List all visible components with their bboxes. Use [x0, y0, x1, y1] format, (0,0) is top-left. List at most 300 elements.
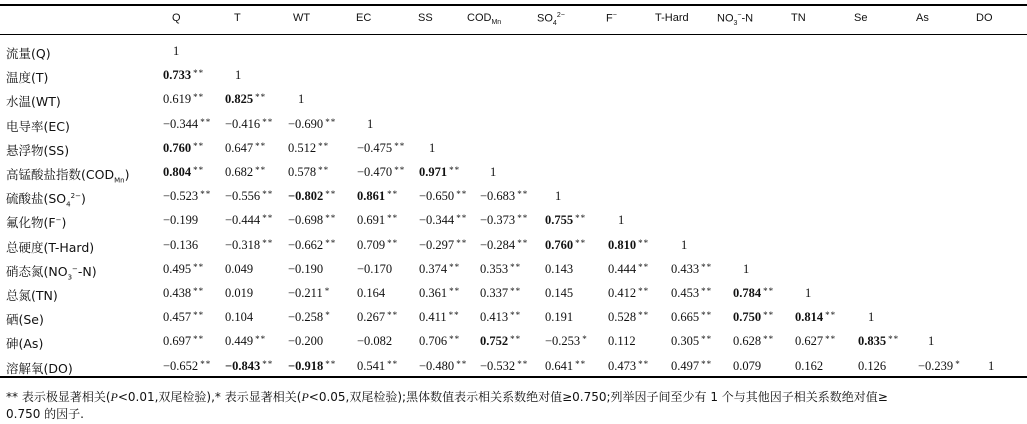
cell-value: 0.628: [733, 334, 762, 349]
cell-value: −0.284: [480, 237, 516, 252]
table-cell: [795, 334, 836, 349]
table-cell: [357, 334, 392, 349]
significance-mark: **: [325, 213, 337, 224]
table-cell: [419, 334, 460, 349]
significance-mark: **: [394, 140, 406, 151]
cell-value: 1: [618, 213, 625, 228]
cell-value: 0.541: [357, 358, 386, 373]
significance-mark: **: [456, 189, 468, 200]
significance-mark: **: [200, 358, 212, 369]
significance-mark: **: [387, 237, 399, 248]
table-cell: [419, 359, 467, 374]
cell-value: −0.532: [480, 358, 516, 373]
cell-value: −0.170: [357, 261, 393, 276]
cell-value: 0.647: [225, 140, 254, 155]
cell-value: 0.143: [545, 261, 574, 276]
significance-mark: **: [510, 334, 522, 345]
table-cell: [288, 141, 329, 156]
table-cell: [163, 92, 204, 107]
significance-mark: **: [193, 286, 205, 296]
table-cell: [733, 286, 774, 301]
row-label: 总硬度(T-Hard): [6, 239, 95, 255]
significance-mark: **: [638, 261, 650, 272]
cell-value: 0.497: [671, 358, 700, 373]
table-cell: [288, 165, 329, 180]
cell-value: 0.825: [225, 92, 254, 107]
table-cell: [163, 310, 204, 325]
cell-value: 0.528: [608, 310, 637, 325]
table-cell: [419, 165, 460, 180]
significance-mark: **: [255, 165, 267, 175]
table-cell: [480, 286, 521, 301]
table-cell: [235, 68, 241, 83]
cell-value: 0.444: [608, 261, 637, 276]
table-cell: [225, 310, 253, 325]
column-header-so4: $SO_4^{2-}$: [537, 12, 565, 27]
cell-value: 0.861: [357, 189, 386, 204]
cell-value: 0.457: [163, 310, 192, 325]
cell-value: 0.162: [795, 358, 824, 373]
table-cell: [480, 310, 521, 325]
cell-value: 0.760: [545, 237, 574, 252]
table-cell: [419, 286, 460, 301]
column-header-f: F−: [606, 12, 617, 25]
row-label: 总氮(TN): [6, 288, 58, 303]
cell-value: −0.698: [288, 213, 324, 228]
table-cell: [480, 359, 528, 374]
cell-value: 1: [490, 165, 497, 179]
significance-mark: **: [517, 189, 529, 200]
cell-value: 0.361: [419, 286, 448, 300]
significance-mark: **: [449, 334, 461, 345]
table-cell: [733, 310, 774, 325]
significance-mark: **: [193, 165, 205, 175]
table-cell: [288, 189, 336, 204]
column-header-q: Q: [172, 12, 181, 24]
table-cell: [225, 334, 266, 349]
significance-mark: **: [701, 358, 713, 369]
significance-mark: **: [638, 286, 650, 296]
significance-mark: **: [701, 310, 713, 321]
cell-value: −0.690: [288, 116, 324, 131]
table-cell: [288, 286, 330, 301]
cell-value: 0.835: [858, 334, 887, 349]
table-cell: [225, 238, 273, 253]
table-cell: [357, 359, 398, 374]
table-cell: [163, 286, 204, 301]
cell-value: 0.971: [419, 165, 448, 179]
column-header-t: T: [234, 12, 241, 24]
table-cell: [288, 262, 323, 277]
table-cell: [480, 238, 528, 253]
cell-value: 0.512: [288, 140, 317, 155]
table-cell: [608, 359, 649, 374]
table-cell: [357, 213, 398, 228]
significance-mark: *: [955, 358, 961, 369]
table-cell: [490, 165, 496, 180]
table-cell: [480, 262, 521, 277]
cell-value: 1: [681, 237, 688, 252]
significance-mark: *: [325, 310, 331, 321]
cell-value: −0.344: [419, 213, 455, 228]
cell-value: 0.412: [608, 286, 637, 300]
footnote-line-2: 0.750 的因子.: [6, 407, 84, 421]
row-label: 硫酸盐$(SO_4^{2-})$: [6, 191, 86, 209]
table-cell: [608, 238, 649, 253]
table-cell: [545, 286, 573, 301]
cell-value: −0.480: [419, 358, 455, 373]
cell-value: 0.104: [225, 310, 254, 325]
table-cell: [480, 334, 521, 349]
column-header-no3: $NO_3^--N$: [717, 12, 754, 27]
significance-mark: **: [262, 213, 274, 224]
cell-value: 0.449: [225, 334, 254, 349]
cell-value: −0.082: [357, 334, 393, 349]
significance-mark: **: [325, 189, 337, 200]
cell-value: −0.258: [288, 310, 324, 325]
row-label: 硝态氮$(NO_3^--N)$: [6, 263, 97, 282]
cell-value: −0.190: [288, 261, 324, 276]
significance-mark: **: [262, 189, 274, 200]
table-cell: [545, 213, 586, 228]
row-label: 氟化物(F−): [6, 215, 67, 231]
column-header-cod: $COD_{Mn}$: [467, 12, 502, 27]
table-cell: [868, 310, 874, 325]
significance-mark: **: [825, 334, 837, 345]
cell-value: 0.665: [671, 310, 700, 325]
significance-mark: **: [638, 358, 650, 369]
table-header-rule: [0, 34, 1027, 35]
cell-value: 0.433: [671, 261, 700, 276]
table-cell: [163, 189, 211, 204]
table-bottom-rule: [0, 376, 1027, 378]
cell-value: −0.523: [163, 189, 199, 204]
row-label: 砷(As): [6, 336, 44, 352]
significance-mark: **: [193, 334, 205, 345]
significance-mark: **: [387, 358, 399, 369]
significance-mark: **: [387, 310, 399, 321]
table-cell: [163, 238, 198, 253]
table-cell: [288, 359, 336, 374]
table-cell: [928, 334, 934, 349]
table-cell: [918, 359, 961, 374]
cell-value: −0.297: [419, 237, 455, 252]
column-header-tn: TN: [791, 12, 806, 24]
table-cell: [988, 359, 994, 374]
column-header-th: T-Hard: [655, 12, 689, 24]
significance-mark: **: [517, 358, 529, 369]
row-label: 流量(Q): [6, 46, 51, 61]
table-cell: [419, 262, 460, 277]
significance-mark: **: [193, 92, 205, 103]
column-header-ec: EC: [356, 12, 372, 24]
table-cell: [288, 238, 336, 253]
significance-mark: *: [324, 286, 331, 296]
significance-mark: **: [575, 213, 587, 224]
significance-mark: **: [763, 310, 775, 321]
cell-value: 1: [298, 92, 305, 107]
significance-mark: **: [193, 310, 205, 321]
row-label: 溶解氧(DO): [6, 360, 73, 376]
cell-value: 0.810: [608, 237, 637, 252]
significance-mark: **: [825, 310, 837, 321]
row-label: 电导率(EC): [6, 118, 70, 134]
table-cell: [163, 359, 211, 374]
significance-mark: **: [449, 165, 461, 175]
cell-value: 0.495: [163, 261, 192, 276]
significance-mark: *: [582, 334, 588, 345]
table-cell: [671, 310, 712, 325]
table-cell: [545, 334, 588, 349]
table-cell: [288, 117, 336, 132]
table-cell: [288, 310, 331, 325]
table-cell: [163, 68, 204, 83]
cell-value: −0.416: [225, 116, 261, 131]
row-label: 硒(Se): [6, 312, 44, 328]
cell-value: 0.814: [795, 310, 824, 325]
cell-value: −0.475: [357, 140, 393, 155]
table-cell: [555, 189, 561, 204]
cell-value: 0.804: [163, 165, 192, 179]
table-cell: [419, 213, 467, 228]
cell-value: 0.337: [480, 286, 509, 300]
cell-value: 0.438: [163, 286, 192, 300]
table-cell: [671, 286, 712, 301]
row-label: 悬浮物(SS): [6, 142, 70, 158]
cell-value: 0.706: [419, 334, 448, 349]
table-cell: [367, 117, 373, 132]
table-cell: [298, 92, 304, 107]
cell-value: 0.112: [608, 334, 636, 349]
table-cell: [163, 213, 198, 228]
cell-value: 0.353: [480, 261, 509, 276]
cell-value: 0.750: [733, 310, 762, 325]
table-cell: [795, 310, 836, 325]
cell-value: 0.682: [225, 165, 254, 179]
cell-value: 1: [555, 189, 562, 204]
table-cell: [225, 165, 266, 180]
cell-value: −0.650: [419, 189, 455, 204]
significance-mark: **: [638, 237, 650, 248]
table-cell: [419, 189, 467, 204]
table-cell: [733, 359, 761, 374]
table-cell: [357, 189, 398, 204]
table-cell: [357, 141, 405, 156]
significance-mark: **: [255, 92, 267, 103]
significance-mark: **: [638, 310, 650, 321]
table-cell: [225, 213, 273, 228]
significance-mark: **: [394, 165, 406, 175]
significance-mark: **: [510, 286, 522, 296]
significance-mark: **: [449, 261, 461, 272]
table-cell: [545, 238, 586, 253]
cell-value: −0.918: [288, 358, 324, 373]
cell-value: 0.191: [545, 310, 574, 325]
cell-value: 0.641: [545, 358, 574, 373]
significance-mark: **: [575, 237, 587, 248]
table-cell: [163, 165, 204, 180]
table-cell: [163, 334, 204, 349]
cell-value: −0.683: [480, 189, 516, 204]
cell-value: 0.305: [671, 334, 700, 349]
cell-value: 0.473: [608, 358, 637, 373]
table-cell: [225, 117, 273, 132]
column-header-se: Se: [854, 12, 868, 24]
cell-value: −0.318: [225, 237, 261, 252]
table-cell: [225, 141, 266, 156]
significance-mark: **: [325, 237, 337, 248]
significance-mark: **: [517, 213, 529, 224]
table-cell: [225, 286, 253, 301]
table-cell: [225, 92, 266, 107]
column-header-ss: SS: [418, 12, 433, 24]
table-cell: [225, 189, 273, 204]
significance-mark: **: [456, 237, 468, 248]
significance-mark: **: [262, 237, 274, 248]
cell-value: 0.453: [671, 286, 700, 300]
significance-mark: **: [262, 116, 274, 127]
significance-mark: **: [763, 286, 775, 296]
cell-value: 0.413: [480, 310, 509, 325]
table-cell: [733, 334, 774, 349]
cell-value: 0.752: [480, 334, 509, 349]
table-cell: [545, 359, 586, 374]
cell-value: 1: [805, 286, 812, 300]
cell-value: 0.627: [795, 334, 824, 349]
cell-value: −0.253: [545, 334, 581, 349]
cell-value: 1: [235, 68, 242, 83]
cell-value: 0.619: [163, 92, 192, 107]
column-header-do: DO: [976, 12, 993, 24]
cell-value: −0.239: [918, 358, 954, 373]
significance-mark: **: [517, 237, 529, 248]
significance-mark: **: [701, 334, 713, 345]
table-cell: [225, 359, 273, 374]
table-cell: [225, 262, 253, 277]
table-cell: [805, 286, 811, 301]
table-cell: [429, 141, 435, 156]
significance-mark: **: [262, 358, 274, 369]
cell-value: 0.267: [357, 310, 386, 325]
cell-value: 0.411: [419, 310, 447, 325]
cell-value: −0.444: [225, 213, 261, 228]
significance-mark: **: [200, 189, 212, 200]
significance-mark: **: [387, 189, 399, 200]
significance-mark: **: [193, 261, 205, 272]
cell-value: −0.200: [288, 334, 324, 349]
row-label: 水温(WT): [6, 94, 61, 110]
cell-value: −0.556: [225, 189, 261, 204]
significance-mark: **: [701, 286, 713, 296]
column-header-as: As: [916, 12, 929, 24]
significance-mark: **: [318, 140, 330, 151]
significance-mark: **: [701, 261, 713, 272]
table-cell: [163, 141, 204, 156]
significance-mark: **: [448, 310, 460, 321]
cell-value: −0.470: [357, 165, 393, 179]
cell-value: 0.784: [733, 286, 762, 300]
cell-value: −0.843: [225, 358, 261, 373]
significance-mark: **: [255, 334, 267, 345]
table-cell: [173, 44, 179, 59]
cell-value: 1: [429, 140, 436, 155]
table-cell: [288, 334, 323, 349]
cell-value: −0.136: [163, 237, 199, 252]
table-cell: [357, 238, 398, 253]
significance-mark: **: [456, 213, 468, 224]
significance-mark: **: [325, 358, 337, 369]
cell-value: −0.373: [480, 213, 516, 228]
significance-mark: **: [510, 310, 522, 321]
table-cell: [480, 189, 528, 204]
significance-mark: **: [193, 68, 205, 79]
table-cell: [743, 262, 749, 277]
cell-value: 1: [367, 116, 374, 131]
cell-value: −0.802: [288, 189, 324, 204]
cell-value: 1: [928, 334, 935, 349]
table-cell: [545, 310, 573, 325]
cell-value: 0.733: [163, 68, 192, 83]
column-header-wt: WT: [293, 12, 311, 24]
table-cell: [795, 359, 823, 374]
table-cell: [608, 310, 649, 325]
cell-value: −0.211: [288, 286, 323, 300]
cell-value: 0.697: [163, 334, 192, 349]
cell-value: 1: [173, 44, 180, 58]
cell-value: 1: [988, 358, 995, 373]
cell-value: 1: [743, 261, 750, 276]
table-cell: [545, 262, 573, 277]
cell-value: 0.760: [163, 140, 192, 155]
significance-mark: **: [193, 140, 205, 151]
table-cell: [671, 359, 712, 374]
table-cell: [671, 334, 712, 349]
significance-mark: **: [575, 358, 587, 369]
cell-value: 0.709: [357, 237, 386, 252]
table-cell: [608, 262, 649, 277]
significance-mark: **: [888, 334, 900, 345]
significance-mark: **: [387, 213, 399, 224]
significance-mark: **: [325, 116, 337, 127]
significance-mark: **: [318, 165, 330, 175]
table-cell: [608, 286, 649, 301]
table-cell: [618, 213, 624, 228]
table-cell: [357, 286, 385, 301]
cell-value: −0.652: [163, 358, 199, 373]
table-cell: [480, 213, 528, 228]
significance-mark: **: [763, 334, 775, 345]
footnote-line-1: ** 表示极显著相关(P<0.01,双尾检验),* 表示显著相关(P<0.05,双尾检验);黑体数值表示相关系数绝对值≥0.750;列举因子间至少有 1 个与其他因子相关系数绝对值≥: [6, 390, 888, 404]
table-cell: [419, 238, 467, 253]
cell-value: 0.049: [225, 261, 254, 276]
table-cell: [671, 262, 712, 277]
table-cell: [288, 213, 336, 228]
table-cell: [608, 334, 636, 349]
row-label: 高锰酸盐指数$(COD_{Mn})$: [6, 167, 130, 185]
cell-value: −0.199: [163, 213, 199, 228]
table-cell: [163, 262, 204, 277]
cell-value: 0.578: [288, 165, 317, 179]
significance-mark: **: [449, 286, 461, 296]
table-cell: [163, 117, 211, 132]
table-cell: [357, 165, 405, 180]
table-cell: [681, 238, 687, 253]
table-cell: [357, 262, 392, 277]
cell-value: −0.344: [163, 116, 199, 131]
table-cell: [419, 310, 460, 325]
cell-value: 0.374: [419, 261, 448, 276]
cell-value: 0.126: [858, 358, 887, 373]
